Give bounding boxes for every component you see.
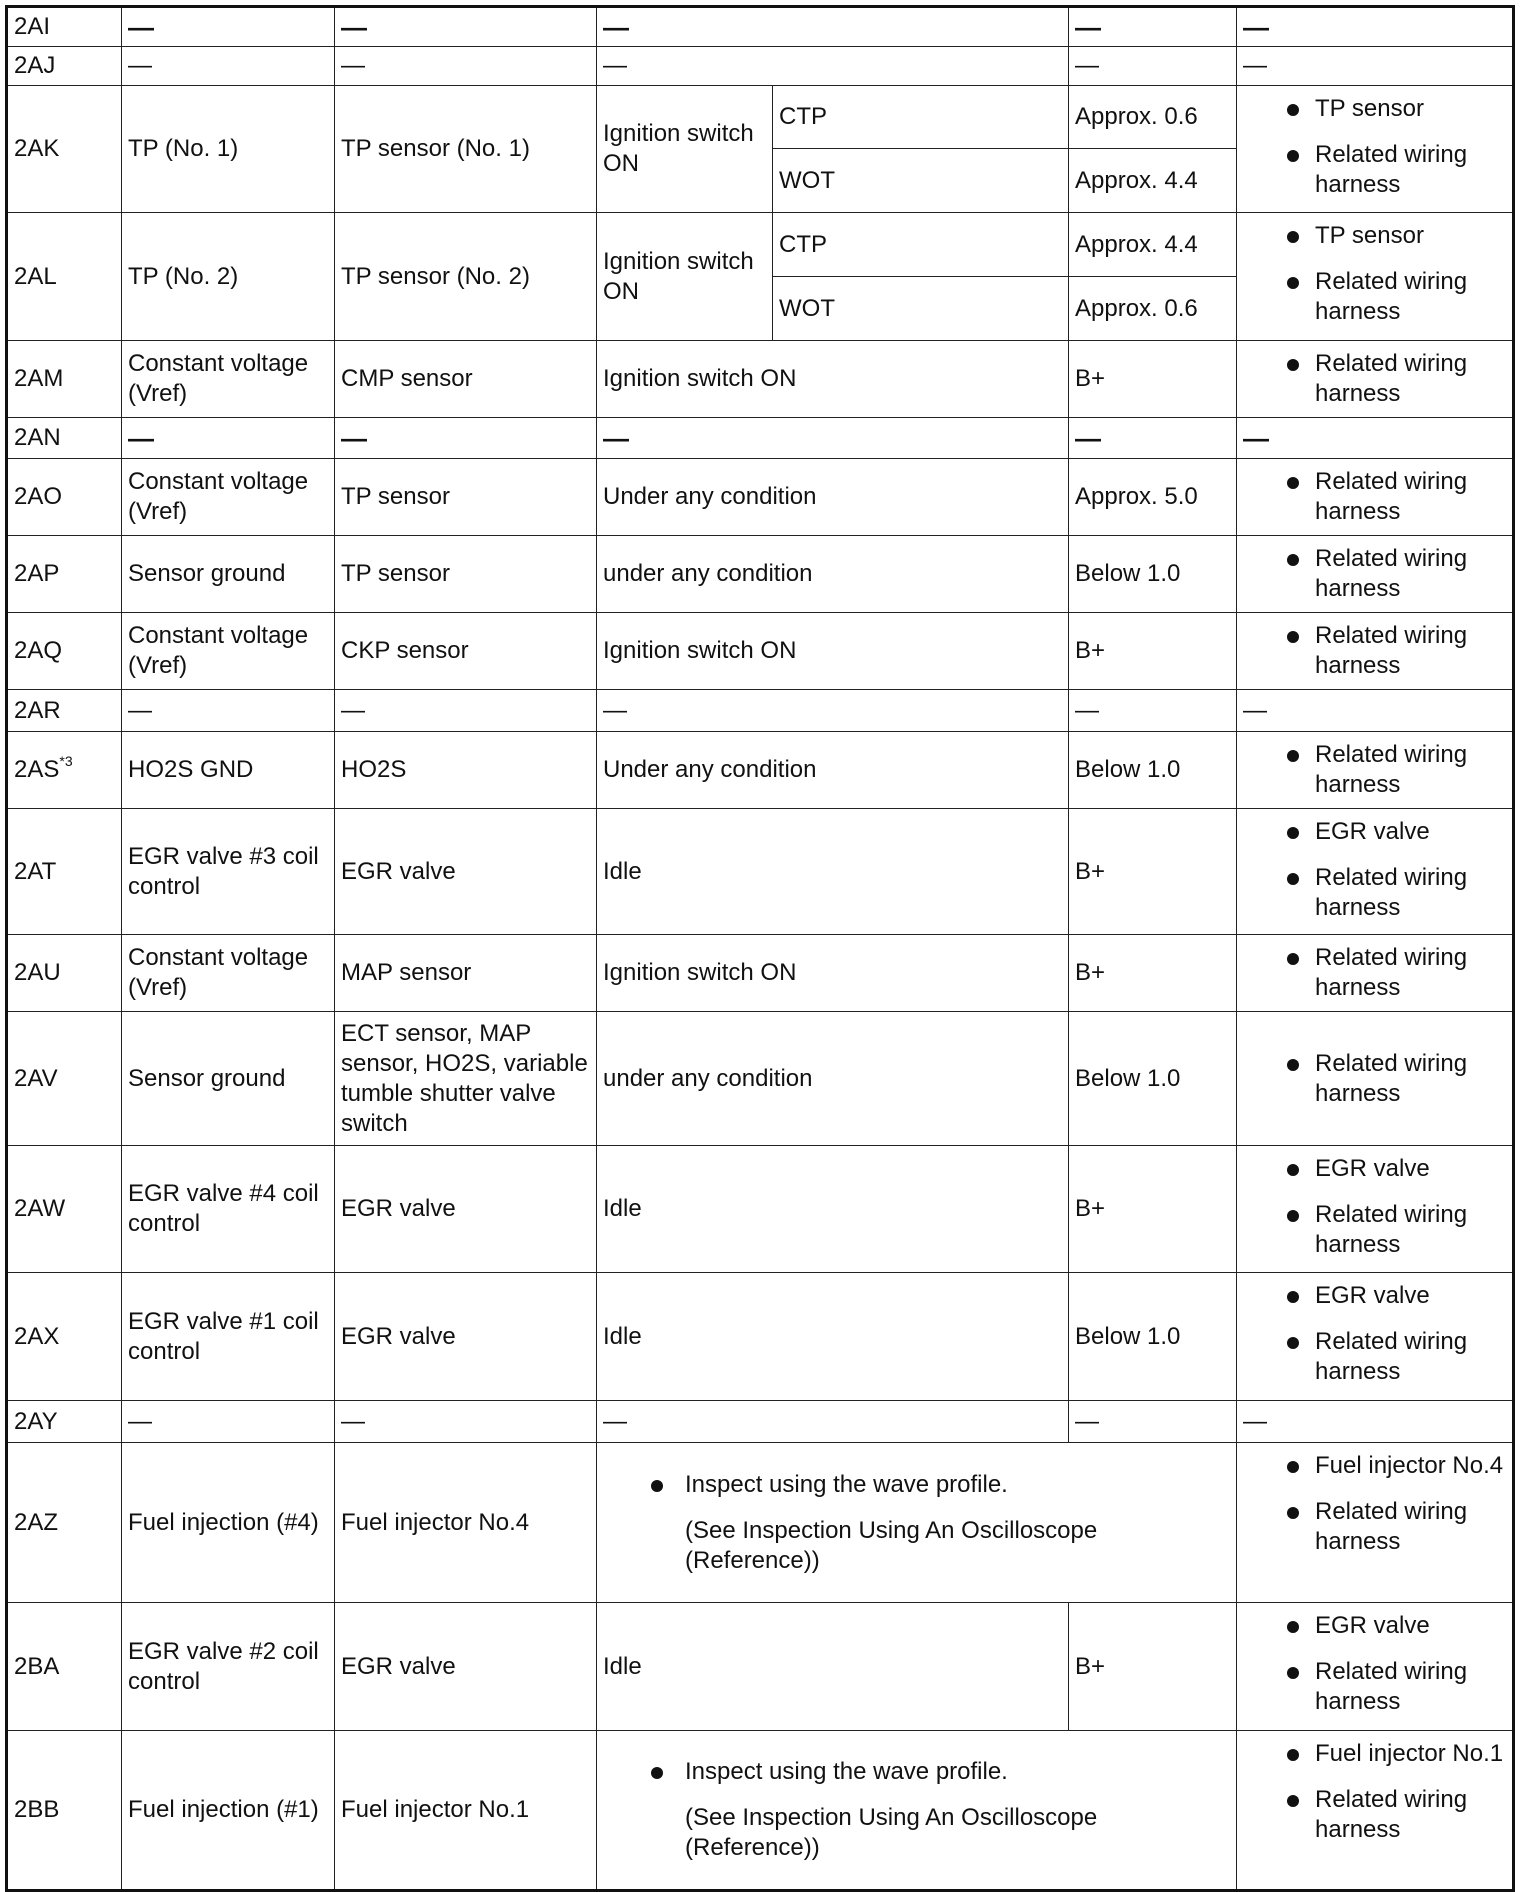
footnote-mark: *3: [59, 753, 73, 769]
signal-cell: Constant voltage (Vref): [122, 459, 335, 536]
connected-to-cell: CKP sensor: [335, 613, 597, 690]
table-row: [7, 732, 1514, 809]
table-row: [7, 1273, 1514, 1401]
voltage-cell: Approx. 4.4: [1069, 149, 1237, 213]
terminal-label: 2AS: [14, 756, 60, 783]
cause-item: Related wiring harness: [1243, 349, 1504, 409]
connected-to-cell: ECT sensor, MAP sensor, HO2S, variable tumble shutter valve switch: [335, 1012, 597, 1146]
cause-item: Related wiring harness: [1243, 863, 1504, 923]
voltage-cell: B+: [1069, 1603, 1237, 1731]
table-row: [7, 86, 1514, 149]
subcondition-cell: CTP: [773, 213, 1069, 277]
dash-cell: —: [1237, 1401, 1514, 1443]
cause-item: Related wiring harness: [1243, 740, 1504, 800]
signal-cell: Constant voltage (Vref): [122, 341, 335, 418]
condition-cell: Ignition switch ON: [597, 213, 773, 341]
condition-cell: under any condition: [597, 1012, 1069, 1146]
terminal-cell: 2AO: [7, 459, 122, 536]
terminal-cell: 2AX: [7, 1273, 122, 1401]
cause-item: Related wiring harness: [1243, 140, 1504, 200]
table-row: [7, 1443, 1514, 1603]
voltage-cell: Approx. 5.0: [1069, 459, 1237, 536]
connected-to-cell: TP sensor (No. 1): [335, 86, 597, 213]
signal-cell: Constant voltage (Vref): [122, 613, 335, 690]
voltage-cell: B+: [1069, 935, 1237, 1012]
cause-item: Related wiring harness: [1243, 621, 1504, 681]
terminal-voltage-table: [5, 5, 1515, 1892]
cause-item: EGR valve: [1243, 817, 1504, 847]
signal-cell: Sensor ground: [122, 1012, 335, 1146]
table-row: [7, 1146, 1514, 1273]
subcondition-cell: WOT: [773, 149, 1069, 213]
connected-to-cell: TP sensor: [335, 536, 597, 613]
terminal-cell: 2AN: [7, 418, 122, 459]
connected-to-cell: TP sensor: [335, 459, 597, 536]
terminal-cell: 2AW: [7, 1146, 122, 1273]
table-row: [7, 690, 1514, 732]
connected-to-cell: EGR valve: [335, 1273, 597, 1401]
dash-cell: —: [335, 47, 597, 86]
inspection-note-cell: [597, 1731, 1237, 1891]
condition-cell: Idle: [597, 1146, 1069, 1273]
condition-cell: Ignition switch ON: [597, 341, 1069, 418]
possible-cause-cell: [1237, 613, 1514, 690]
signal-cell: EGR valve #1 coil control: [122, 1273, 335, 1401]
voltage-cell: Below 1.0: [1069, 1012, 1237, 1146]
voltage-cell: Approx. 0.6: [1069, 86, 1237, 149]
signal-cell: EGR valve #4 coil control: [122, 1146, 335, 1273]
dash-cell: —: [335, 690, 597, 732]
table-row: [7, 7, 1514, 47]
dash-cell: —: [1069, 418, 1237, 459]
terminal-cell: 2AQ: [7, 613, 122, 690]
dash-cell: —: [122, 418, 335, 459]
cause-item: Related wiring harness: [1243, 1497, 1504, 1557]
dash-cell: —: [1069, 47, 1237, 86]
terminal-cell: 2AL: [7, 213, 122, 341]
possible-cause-cell: [1237, 86, 1514, 213]
terminal-cell: 2BA: [7, 1603, 122, 1731]
inspection-note-cell: [597, 1443, 1237, 1603]
table-row: [7, 47, 1514, 86]
voltage-cell: Approx. 0.6: [1069, 277, 1237, 341]
cause-item: Fuel injector No.1: [1243, 1739, 1504, 1769]
terminal-cell: 2AV: [7, 1012, 122, 1146]
connected-to-cell: TP sensor (No. 2): [335, 213, 597, 341]
dash-cell: —: [597, 690, 1069, 732]
condition-cell: Under any condition: [597, 732, 1069, 809]
signal-cell: Fuel injection (#4): [122, 1443, 335, 1603]
connected-to-cell: CMP sensor: [335, 341, 597, 418]
voltage-cell: Approx. 4.4: [1069, 213, 1237, 277]
voltage-cell: B+: [1069, 341, 1237, 418]
cause-item: Related wiring harness: [1243, 544, 1504, 604]
cause-item: Related wiring harness: [1243, 1049, 1504, 1109]
dash-cell: —: [1069, 690, 1237, 732]
voltage-cell: Below 1.0: [1069, 536, 1237, 613]
dash-cell: —: [1069, 7, 1237, 47]
reference-link-text: (See Inspection Using An Oscilloscope (Reference)): [685, 1804, 1098, 1861]
cause-item: EGR valve: [1243, 1281, 1504, 1311]
subcondition-cell: WOT: [773, 277, 1069, 341]
condition-cell: Idle: [597, 1273, 1069, 1401]
possible-cause-cell: [1237, 1731, 1514, 1891]
table-row: [7, 341, 1514, 418]
table-row: [7, 1012, 1514, 1146]
terminal-cell: 2AK: [7, 86, 122, 213]
possible-cause-cell: [1237, 341, 1514, 418]
terminal-cell: 2AP: [7, 536, 122, 613]
cause-item: TP sensor: [1243, 94, 1504, 124]
terminal-cell: 2AI: [7, 7, 122, 47]
possible-cause-cell: [1237, 732, 1514, 809]
cause-item: Related wiring harness: [1243, 467, 1504, 527]
cause-item: Related wiring harness: [1243, 1200, 1504, 1260]
terminal-cell: 2AY: [7, 1401, 122, 1443]
possible-cause-cell: [1237, 536, 1514, 613]
condition-cell: Ignition switch ON: [597, 613, 1069, 690]
table-row: [7, 459, 1514, 536]
dash-cell: —: [122, 47, 335, 86]
table-row: [7, 1731, 1514, 1891]
dash-cell: —: [122, 7, 335, 47]
possible-cause-cell: [1237, 1012, 1514, 1146]
signal-cell: EGR valve #3 coil control: [122, 809, 335, 935]
condition-cell: Under any condition: [597, 459, 1069, 536]
signal-cell: EGR valve #2 coil control: [122, 1603, 335, 1731]
connected-to-cell: HO2S: [335, 732, 597, 809]
dash-cell: —: [335, 7, 597, 47]
dash-cell: —: [1237, 7, 1514, 47]
dash-cell: —: [597, 7, 1069, 47]
condition-cell: Idle: [597, 809, 1069, 935]
cause-item: TP sensor: [1243, 221, 1504, 251]
inspection-note: Inspect using the wave profile.: [647, 1757, 1228, 1787]
table-row: [7, 536, 1514, 613]
signal-cell: Fuel injection (#1): [122, 1731, 335, 1891]
table-row: [7, 613, 1514, 690]
condition-cell: Ignition switch ON: [597, 935, 1069, 1012]
signal-cell: TP (No. 1): [122, 86, 335, 213]
cause-item: EGR valve: [1243, 1611, 1504, 1641]
dash-cell: —: [1069, 1401, 1237, 1443]
table-row: [7, 213, 1514, 277]
dash-cell: —: [335, 1401, 597, 1443]
table-row: [7, 809, 1514, 935]
cause-item: Related wiring harness: [1243, 267, 1504, 327]
inspection-note: Inspect using the wave profile.: [647, 1470, 1228, 1500]
signal-cell: Sensor ground: [122, 536, 335, 613]
dash-cell: —: [122, 1401, 335, 1443]
cause-item: Related wiring harness: [1243, 1327, 1504, 1387]
signal-cell: Constant voltage (Vref): [122, 935, 335, 1012]
condition-cell: Idle: [597, 1603, 1069, 1731]
dash-cell: —: [597, 47, 1069, 86]
connected-to-cell: Fuel injector No.1: [335, 1731, 597, 1891]
condition-cell: under any condition: [597, 536, 1069, 613]
dash-cell: —: [1237, 418, 1514, 459]
connected-to-cell: EGR valve: [335, 1146, 597, 1273]
connected-to-cell: EGR valve: [335, 809, 597, 935]
terminal-cell: 2AM: [7, 341, 122, 418]
connected-to-cell: EGR valve: [335, 1603, 597, 1731]
dash-cell: —: [597, 418, 1069, 459]
terminal-cell: 2BB: [7, 1731, 122, 1891]
connected-to-cell: Fuel injector No.4: [335, 1443, 597, 1603]
reference-link-text: (See Inspection Using An Oscilloscope (Reference)): [685, 1516, 1098, 1574]
signal-cell: HO2S GND: [122, 732, 335, 809]
possible-cause-cell: [1237, 213, 1514, 341]
cause-item: Related wiring harness: [1243, 943, 1504, 1003]
voltage-cell: Below 1.0: [1069, 732, 1237, 809]
possible-cause-cell: [1237, 1146, 1514, 1273]
dash-cell: —: [335, 418, 597, 459]
connected-to-cell: MAP sensor: [335, 935, 597, 1012]
voltage-cell: B+: [1069, 1146, 1237, 1273]
condition-cell: Ignition switch ON: [597, 86, 773, 213]
table-row: [7, 1603, 1514, 1731]
terminal-cell: 2AU: [7, 935, 122, 1012]
table-row: [7, 1401, 1514, 1443]
voltage-cell: B+: [1069, 613, 1237, 690]
dash-cell: —: [122, 690, 335, 732]
table-row: [7, 418, 1514, 459]
voltage-cell: Below 1.0: [1069, 1273, 1237, 1401]
dash-cell: —: [1237, 690, 1514, 732]
terminal-cell: [7, 732, 122, 809]
possible-cause-cell: [1237, 1603, 1514, 1731]
cause-item: Related wiring harness: [1243, 1657, 1504, 1717]
possible-cause-cell: [1237, 935, 1514, 1012]
signal-cell: TP (No. 2): [122, 213, 335, 341]
cause-item: EGR valve: [1243, 1154, 1504, 1184]
cause-item: Fuel injector No.4: [1243, 1451, 1504, 1481]
possible-cause-cell: [1237, 1443, 1514, 1603]
possible-cause-cell: [1237, 1273, 1514, 1401]
terminal-cell: 2AR: [7, 690, 122, 732]
cause-item: Related wiring harness: [1243, 1785, 1504, 1845]
terminal-cell: 2AT: [7, 809, 122, 935]
subcondition-cell: CTP: [773, 86, 1069, 149]
table-row: [7, 935, 1514, 1012]
dash-cell: —: [1237, 47, 1514, 86]
possible-cause-cell: [1237, 459, 1514, 536]
possible-cause-cell: [1237, 809, 1514, 935]
terminal-cell: 2AZ: [7, 1443, 122, 1603]
dash-cell: —: [597, 1401, 1069, 1443]
terminal-cell: 2AJ: [7, 47, 122, 86]
voltage-cell: B+: [1069, 809, 1237, 935]
